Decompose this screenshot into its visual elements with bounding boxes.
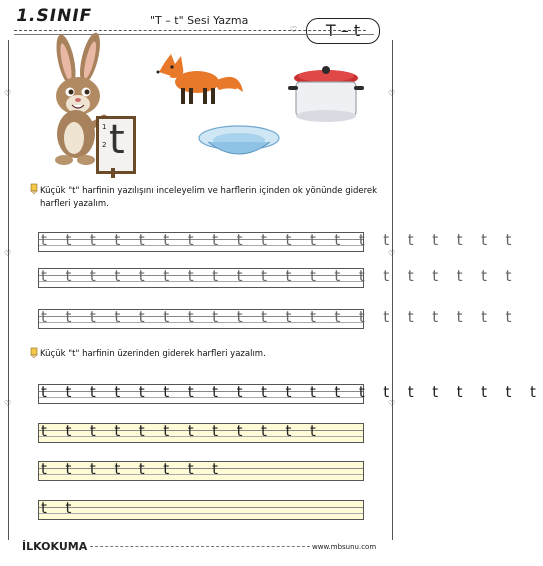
- instruction-1: [40, 185, 377, 211]
- trace-letters: t t t t t t t t t t t t t t t t t t t t: [41, 231, 519, 249]
- fox-illustration: [155, 52, 247, 108]
- heart-icon: ♡: [388, 249, 396, 258]
- plate-illustration: [196, 122, 282, 164]
- site-url: www.mbsunu.com: [312, 543, 377, 551]
- left-border: [8, 40, 9, 540]
- heart-icon: ♡: [388, 399, 396, 408]
- instruction-2: [40, 348, 266, 361]
- pencil-icon: [29, 348, 39, 358]
- instruction-1-line-1: Küçük "t" harfinin yazılışını inceleyelim ve harflerin içinden ok yönünde giderek: [40, 186, 378, 196]
- sign-post: [111, 168, 115, 178]
- instruction-2-line-1: Küçük "t" harfinin üzerinden giderek harfleri yazalım.: [40, 349, 266, 359]
- heart-icon: ♡: [388, 89, 396, 98]
- pencil-icon: [29, 184, 39, 194]
- trace-letters: t t t t t t t t t t t t t t t t t t t t t: [41, 383, 543, 401]
- midline: [39, 507, 363, 508]
- grade-label: 1.SINIF: [14, 6, 94, 26]
- letter-sign-board: [96, 116, 136, 174]
- tracing-row: [38, 461, 364, 481]
- instruction-1-line-2: harfleri yazalım.: [40, 199, 109, 209]
- header-divider: [14, 30, 366, 31]
- sign-step-1: 1: [102, 123, 107, 131]
- baseline: [39, 513, 363, 514]
- sign-step-2: 2: [102, 141, 107, 149]
- brand-logo: İLKOKUMA: [22, 540, 88, 553]
- trace-letters: t t t t t t t t: [41, 460, 225, 478]
- trace-letters: t t t t t t t t t t t t: [41, 422, 323, 440]
- pot-illustration: [286, 58, 366, 124]
- tracing-row: [38, 500, 364, 520]
- heart-icon: ♡: [4, 249, 12, 258]
- trace-letters: t t: [41, 499, 79, 517]
- tracing-row: [38, 267, 519, 288]
- tracing-row: [38, 308, 519, 329]
- right-border: [392, 40, 393, 540]
- tracing-row: [38, 423, 364, 443]
- footer-divider: [90, 546, 310, 547]
- tracing-row: [38, 231, 519, 252]
- trace-letters: t t t t t t t t t t t t t t t t t t t t: [41, 308, 519, 326]
- page-title: "T – t" Sesi Yazma: [150, 14, 249, 27]
- sign-letter: t: [109, 117, 125, 163]
- heart-icon: ♡: [4, 399, 12, 408]
- heart-icon: ♡: [290, 25, 298, 34]
- letter-box: T – t: [306, 18, 380, 44]
- tracing-row: [38, 383, 543, 404]
- trace-letters: t t t t t t t t t t t t t t t t t t t t: [41, 267, 519, 285]
- heart-icon: ♡: [4, 89, 12, 98]
